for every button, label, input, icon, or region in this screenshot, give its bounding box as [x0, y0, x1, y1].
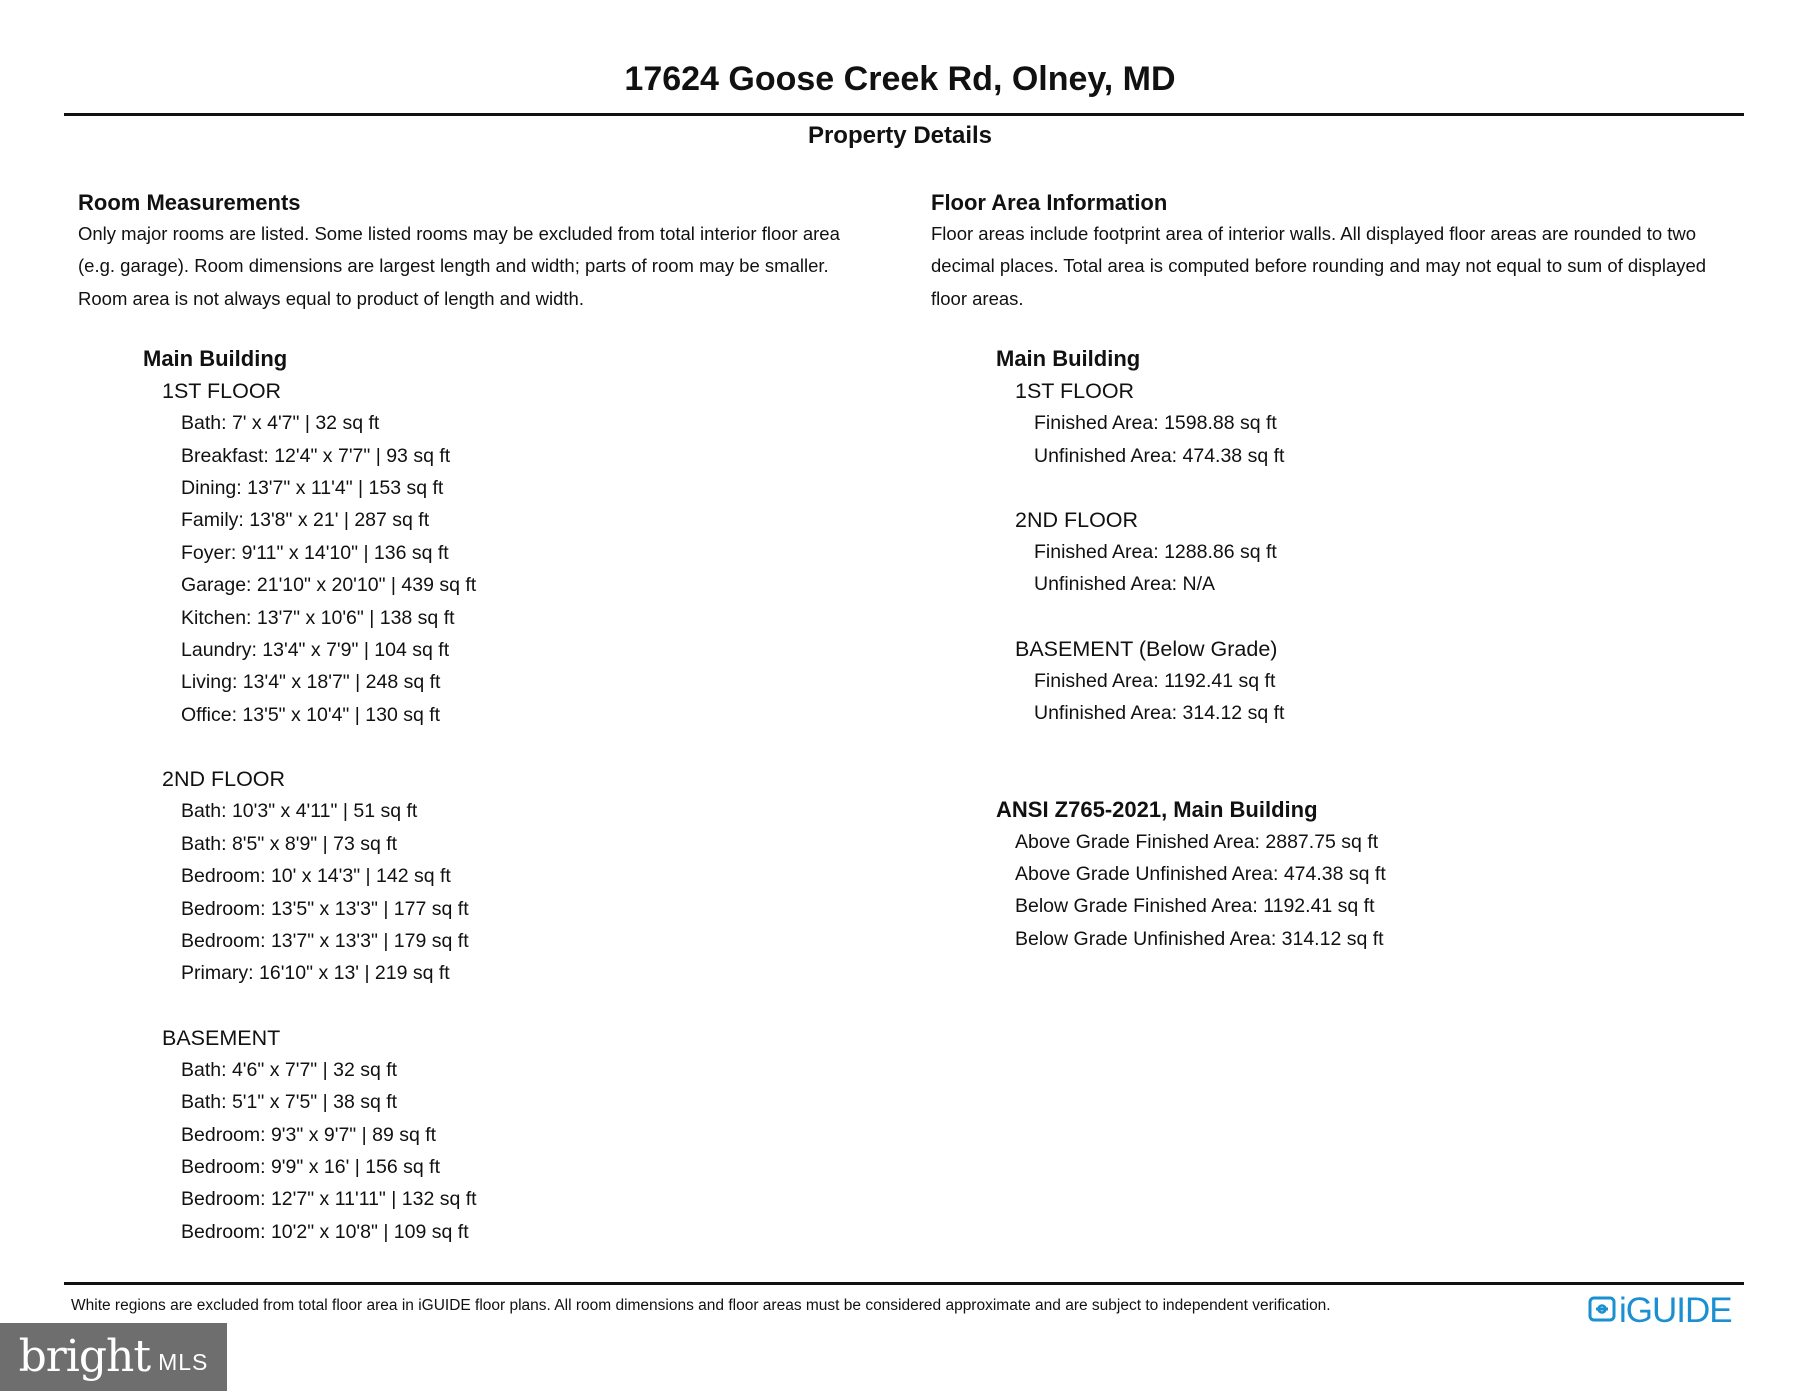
room-item: Office: 13'5" x 10'4" | 130 sq ft	[181, 703, 441, 726]
room-item: Primary: 16'10" x 13' | 219 sq ft	[181, 962, 450, 985]
unfinished-area: Unfinished Area: N/A	[1034, 573, 1216, 596]
room-item: Breakfast: 12'4" x 7'7" | 93 sq ft	[181, 444, 451, 467]
floor-area-section	[931, 188, 1761, 955]
room-item: Bath: 4'6" x 7'7" | 32 sq ft	[181, 1058, 398, 1081]
room-item: Bedroom: 10' x 14'3" | 142 sq ft	[181, 865, 451, 888]
room-measurements-description-line: Only major rooms are listed. Some listed rooms may be excluded from total interior floor area	[78, 223, 840, 244]
bright-mls-badge	[0, 1323, 227, 1391]
ansi-heading: ANSI Z765-2021, Main Building	[996, 796, 1318, 822]
room-item: Kitchen: 13'7" x 10'6" | 138 sq ft	[181, 606, 455, 629]
header-divider	[64, 113, 1744, 116]
room-item: Bath: 5'1" x 7'5" | 38 sq ft	[181, 1091, 398, 1114]
floor-heading: BASEMENT	[162, 1025, 281, 1050]
room-measurements-description-line: Room area is not always equal to product of length and width.	[78, 287, 584, 309]
finished-area: Finished Area: 1192.41 sq ft	[1034, 669, 1276, 692]
room-measurements-heading: Room Measurements	[78, 190, 301, 215]
room-item: Laundry: 13'4" x 7'9" | 104 sq ft	[181, 639, 450, 662]
room-item: Dining: 13'7" x 11'4" | 153 sq ft	[181, 477, 444, 500]
footer-disclaimer: White regions are excluded from total floor area in iGUIDE floor plans. All room dimensions and floor areas must be considered approximate and are subject to independent verification.	[71, 1297, 1331, 1314]
iguide-box-icon	[1588, 1296, 1616, 1327]
finished-area: Finished Area: 1288.86 sq ft	[1034, 541, 1277, 564]
room-item: Bedroom: 9'9" x 16' | 156 sq ft	[181, 1155, 440, 1178]
room-item: Living: 13'4" x 18'7" | 248 sq ft	[181, 671, 441, 694]
room-item: Bedroom: 13'5" x 13'3" | 177 sq ft	[181, 897, 469, 920]
bright-logo-text: bright	[18, 1331, 151, 1382]
iguide-logo	[1588, 1291, 1732, 1331]
page-title: 17624 Goose Creek Rd, Olney, MD	[624, 60, 1176, 98]
room-measurements-section	[78, 188, 898, 1248]
floor-area-heading: Floor Area Information	[931, 190, 1168, 215]
mls-logo-text: MLS	[158, 1348, 209, 1375]
unfinished-area: Unfinished Area: 314.12 sq ft	[1034, 702, 1285, 725]
ansi-item: Below Grade Finished Area: 1192.41 sq ft	[1015, 895, 1375, 918]
ansi-item: Below Grade Unfinished Area: 314.12 sq ft	[1015, 927, 1384, 950]
floor-heading: 1ST FLOOR	[1015, 379, 1135, 404]
finished-area: Finished Area: 1598.88 sq ft	[1034, 412, 1277, 435]
footer-divider	[64, 1282, 1744, 1285]
room-item: Bedroom: 9'3" x 9'7" | 89 sq ft	[181, 1123, 437, 1146]
room-item: Bedroom: 13'7" x 13'3" | 179 sq ft	[181, 929, 469, 952]
building-heading: Main Building	[143, 346, 288, 372]
floor-heading: 1ST FLOOR	[162, 379, 282, 404]
ansi-item: Above Grade Unfinished Area: 474.38 sq ft	[1015, 863, 1386, 886]
room-measurements-description-line: (e.g. garage). Room dimensions are largest length and width; parts of room may be smaller.	[78, 255, 829, 277]
room-item: Bath: 10'3" x 4'11" | 51 sq ft	[181, 800, 418, 823]
floor-heading: BASEMENT (Below Grade)	[1015, 636, 1278, 661]
room-item: Bath: 7' x 4'7" | 32 sq ft	[181, 412, 380, 435]
iguide-logo-text: iGUIDE	[1619, 1291, 1732, 1330]
floor-area-description-line: Floor areas include footprint area of interior walls. All displayed floor areas are rounded to two	[931, 223, 1697, 244]
room-item: Family: 13'8" x 21' | 287 sq ft	[181, 509, 430, 532]
room-item: Bedroom: 12'7" x 11'11" | 132 sq ft	[181, 1188, 477, 1211]
room-item: Bath: 8'5" x 8'9" | 73 sq ft	[181, 832, 398, 855]
building-heading: Main Building	[996, 346, 1141, 372]
room-item: Bedroom: 10'2" x 10'8" | 109 sq ft	[181, 1220, 469, 1243]
floor-heading: 2ND FLOOR	[1015, 508, 1139, 533]
unfinished-area: Unfinished Area: 474.38 sq ft	[1034, 444, 1285, 467]
page-subtitle: Property Details	[807, 122, 993, 149]
floor-heading: 2ND FLOOR	[162, 767, 286, 792]
room-item: Garage: 21'10" x 20'10" | 439 sq ft	[181, 574, 477, 597]
floor-area-description-line: decimal places. Total area is computed before rounding and may not equal to sum of displayed	[931, 255, 1707, 277]
ansi-item: Above Grade Finished Area: 2887.75 sq ft	[1015, 830, 1379, 853]
room-item: Foyer: 9'11" x 14'10" | 136 sq ft	[181, 541, 449, 564]
floor-area-description-line: floor areas.	[931, 287, 1024, 309]
